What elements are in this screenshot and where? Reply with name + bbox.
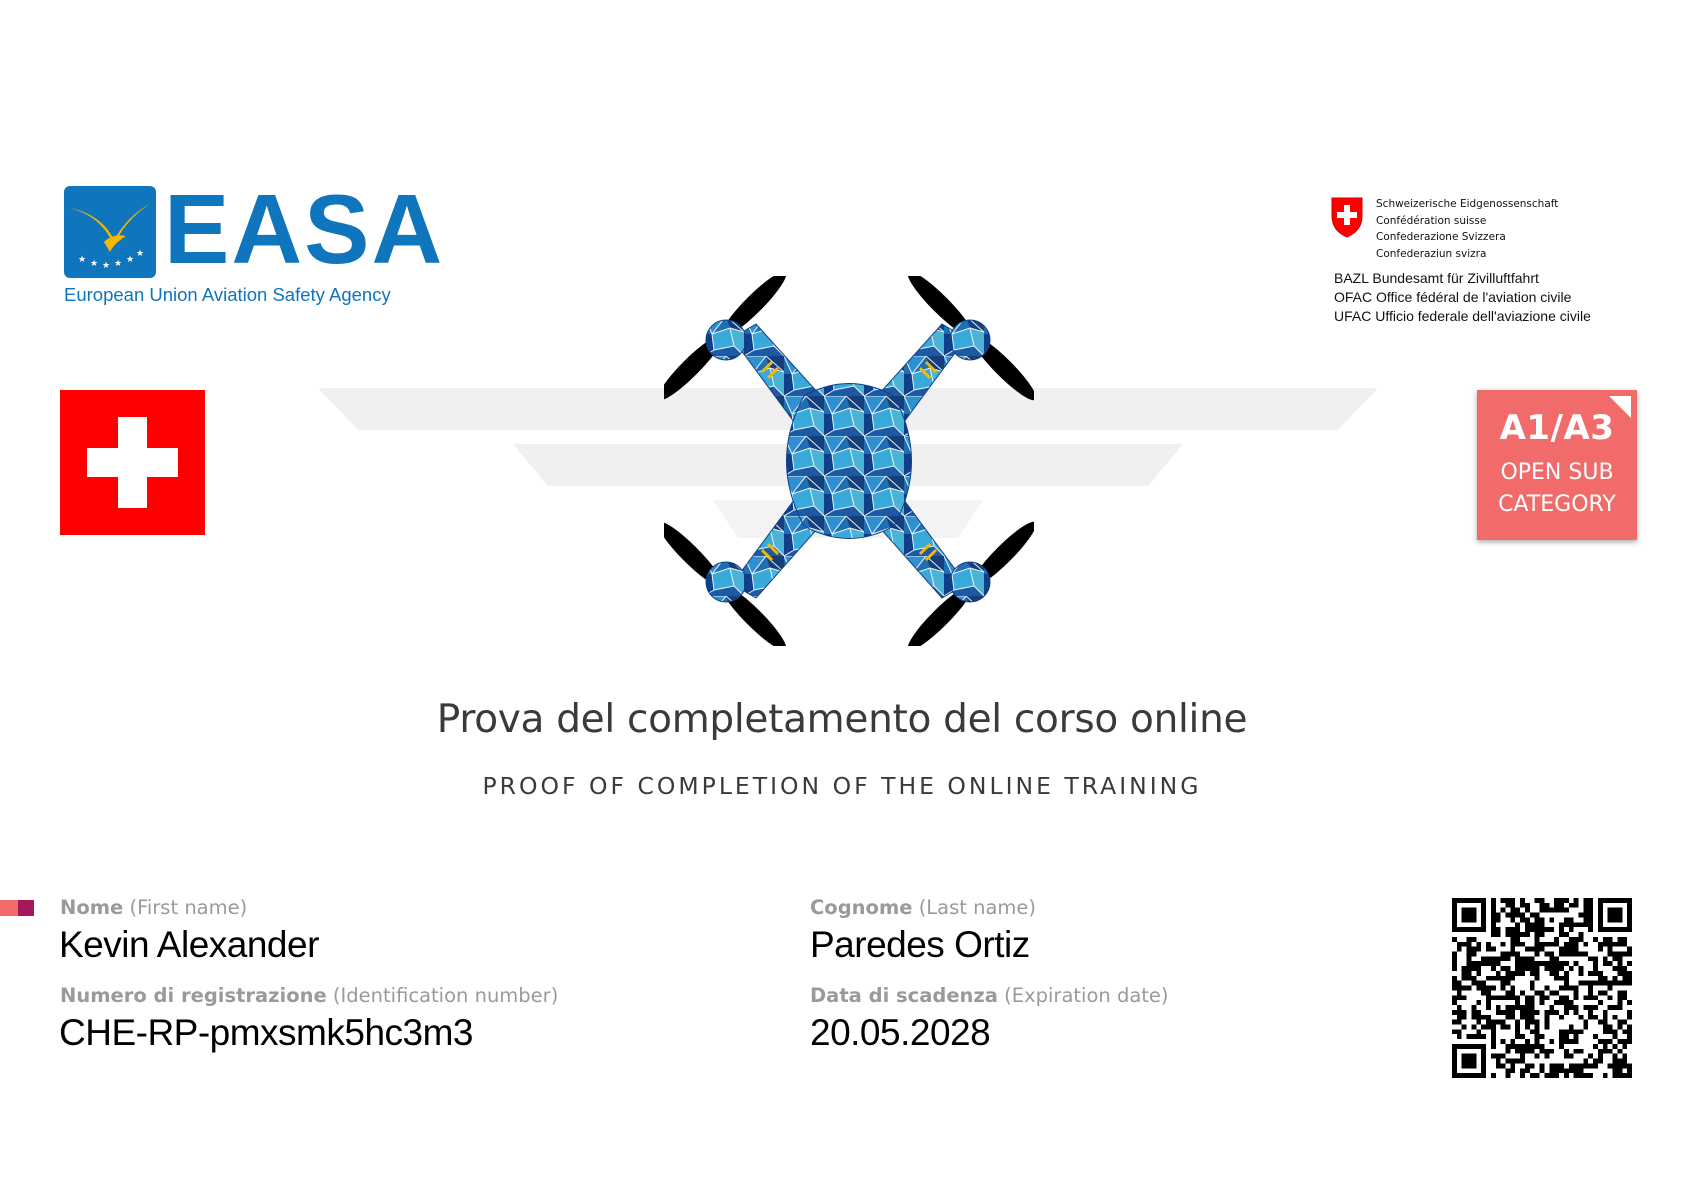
id-number-label-en: (Identification number) <box>332 984 559 1007</box>
category-line-1: OPEN SUB <box>1500 460 1614 485</box>
office-line: OFAC Office fédéral de l'aviation civile <box>1334 289 1572 305</box>
last-name-value: Paredes Ortiz <box>810 924 1030 965</box>
svg-text:★: ★ <box>114 259 123 269</box>
office-names <box>1334 269 1591 326</box>
last-name-label-en: (Last name) <box>918 896 1037 919</box>
svg-text:★: ★ <box>90 259 99 269</box>
drone-icon <box>664 276 1034 646</box>
easa-logo <box>64 174 445 316</box>
confederation-line: Confederaziun svizra <box>1376 247 1487 260</box>
swiss-flag-icon <box>60 390 205 535</box>
svg-text:★: ★ <box>126 255 135 265</box>
expiration-value: 20.05.2028 <box>810 1012 991 1053</box>
category-code: A1/A3 <box>1499 408 1615 448</box>
svg-text:★: ★ <box>102 261 111 271</box>
swiss-shield-icon <box>1330 196 1364 238</box>
first-name-label-en: (First name) <box>129 896 248 919</box>
confederation-line: Confederazione Svizzera <box>1376 231 1506 243</box>
certificate-title: Prova del completamento del corso online <box>436 697 1248 742</box>
id-number-label <box>60 984 558 1007</box>
first-name-label <box>60 896 247 919</box>
first-name-label-it: Nome <box>60 896 124 919</box>
first-name-value: Kevin Alexander <box>59 924 319 965</box>
easa-full-name: European Union Aviation Safety Agency <box>64 284 391 305</box>
expiration-label <box>810 984 1169 1007</box>
office-line: UFAC Ufficio federale dell'aviazione civile <box>1334 308 1591 324</box>
confederation-line: Confédération suisse <box>1376 214 1487 227</box>
id-number-value: CHE-RP-pmxsmk5hc3m3 <box>59 1012 474 1053</box>
category-badge <box>1477 390 1637 540</box>
last-name-label <box>810 896 1036 919</box>
qr-code <box>1452 898 1632 1078</box>
easa-wordmark: EASA <box>164 174 445 284</box>
office-line: BAZL Bundesamt für Zivilluftfahrt <box>1334 270 1539 286</box>
confederation-names <box>1376 196 1558 262</box>
svg-text:★: ★ <box>78 255 87 265</box>
expiration-label-it: Data di scadenza <box>810 984 998 1007</box>
confederation-line: Schweizerische Eidgenossenschaft <box>1376 198 1559 210</box>
last-name-label-it: Cognome <box>810 896 913 919</box>
id-number-label-it: Numero di registrazione <box>60 984 327 1007</box>
svg-text:★: ★ <box>136 249 145 259</box>
easa-bird-icon <box>64 186 156 278</box>
expiration-label-en: (Expiration date) <box>1004 984 1169 1007</box>
certificate-subtitle: PROOF OF COMPLETION OF THE ONLINE TRAINING <box>482 772 1202 800</box>
category-line-2: CATEGORY <box>1498 492 1616 517</box>
accent-marker <box>0 900 34 916</box>
